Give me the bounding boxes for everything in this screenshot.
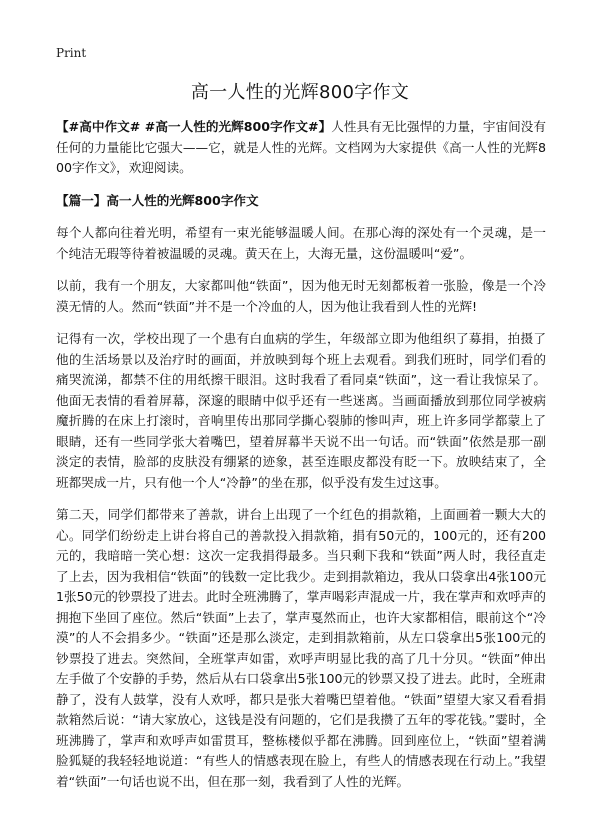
paragraph-4: 第二天，同学们都带来了善款，讲台上出现了一个红色的捐款箱，上面画着一颗大大的心。同学们纷纷走上讲台将自己的善款投入捐款箱，捐有50元的，100元的，还有200元的，我暗暗一笑心想：这次一定我捐得最多。当只剩下我和“铁面”两人时，我径直走了上去，因为我相信“铁面”的钱数一定比我少。走到捐款箱边，我从口袋拿出4张100元1张50元的钞票投了进去。此时全班沸腾了，掌声喝彩声混成一片，我在掌声和欢呼声的拥抱下坐回了座位。然后“铁面”上去了，掌声戛然而止，也许大家都相信，眼前这个“冷漠”的人不会捐多少。“铁面”还是那么淡定，走到捐款箱前，从左口袋拿出5张100元的钞票投了进去。突然间，全班掌声如雷，欢呼声明显比我的高了几十分贝。“铁面”伸出左手做了个安静的手势，然后从右口袋拿出5张100元的钞票又投了进去。此时，全班肃静了，没有人鼓掌，没有人欢呼，都只是张大着嘴巴望着他。“铁面”望望大家又看看捐款箱然后说：“请大家放心，这钱是没有问题的，它们是我攒了五年的零花钱。”霎时，全班沸腾了，掌声和欢呼声如雷贯耳，整栋楼似乎都在沸腾。回到座位上，“铁面”望着满脸狐疑的我轻轻地说道：“有些人的情感表现在脸上，有些人的情感表现在行动上。”我望着“铁面”一句话也说不出，但在那一刻，我看到了人性的光辉。 (56, 507, 547, 789)
article-body (56, 117, 546, 804)
section-tag: 【篇一】 (56, 192, 107, 208)
paragraph-2: 以前，我有一个朋友，大家都叫他“铁面”，因为他无时无刻都板着一张脸，像是一个冷漠无情的人。然而“铁面”并不是一个冷血的人，因为他让我看到人性的光辉! (56, 278, 546, 314)
article-title: 高一人性的光辉800字作文 (190, 82, 410, 103)
intro-text: 人性具有无比强悍的力量，宇宙间没有任何的力量能比它强大——它，就是人性的光辉。文档网为大家提供《高一人性的光辉800字作文》，欢迎阅读。 (56, 119, 546, 175)
section-title: 高一人性的光辉800字作文 (106, 192, 259, 208)
paragraph-3: 记得有一次，学校出现了一个患有白血病的学生，年级部立即为他组织了募捐，拍摄了他的生活场景以及治疗时的画面，并放映到每个班上去观看。到我们班时，同学们看的痛哭流涕，都禁不住的用纸擦干眼泪。这时我看了看同桌“铁面”，这一看让我惊呆了。他面无表情的看着屏幕，深邃的眼睛中似乎还有一些迷离。当画面播放到那位同学被病魔折腾的在床上打滚时，音响里传出那同学撕心裂肺的惨叫声，班上许多同学都蒙上了眼睛，还有一些同学张大着嘴巴，望着屏幕半天说不出一句话。而“铁面”依然是那一副淡定的表情，脸部的皮肤没有绷紧的迹象，甚至连眼皮都没有眨一下。放映结束了，全班都哭成一片，只有他一个人“冷静”的坐在那，似乎没有发生过这事。 (56, 331, 546, 490)
paragraph-1: 每个人都向往着光明，希望有一束光能够温暖人间。在那心海的深处有一个灵魂，是一个纯洁无瑕等待着被温暖的灵魂。黄天在上，大海无量，这份温暖叫“爱”。 (56, 225, 546, 261)
section-heading (56, 191, 546, 212)
intro-paragraph (56, 117, 546, 179)
print-link[interactable]: Print (56, 46, 87, 60)
intro-tag: 【#高中作文# #高一人性的光辉800字作文#】 (56, 119, 332, 134)
